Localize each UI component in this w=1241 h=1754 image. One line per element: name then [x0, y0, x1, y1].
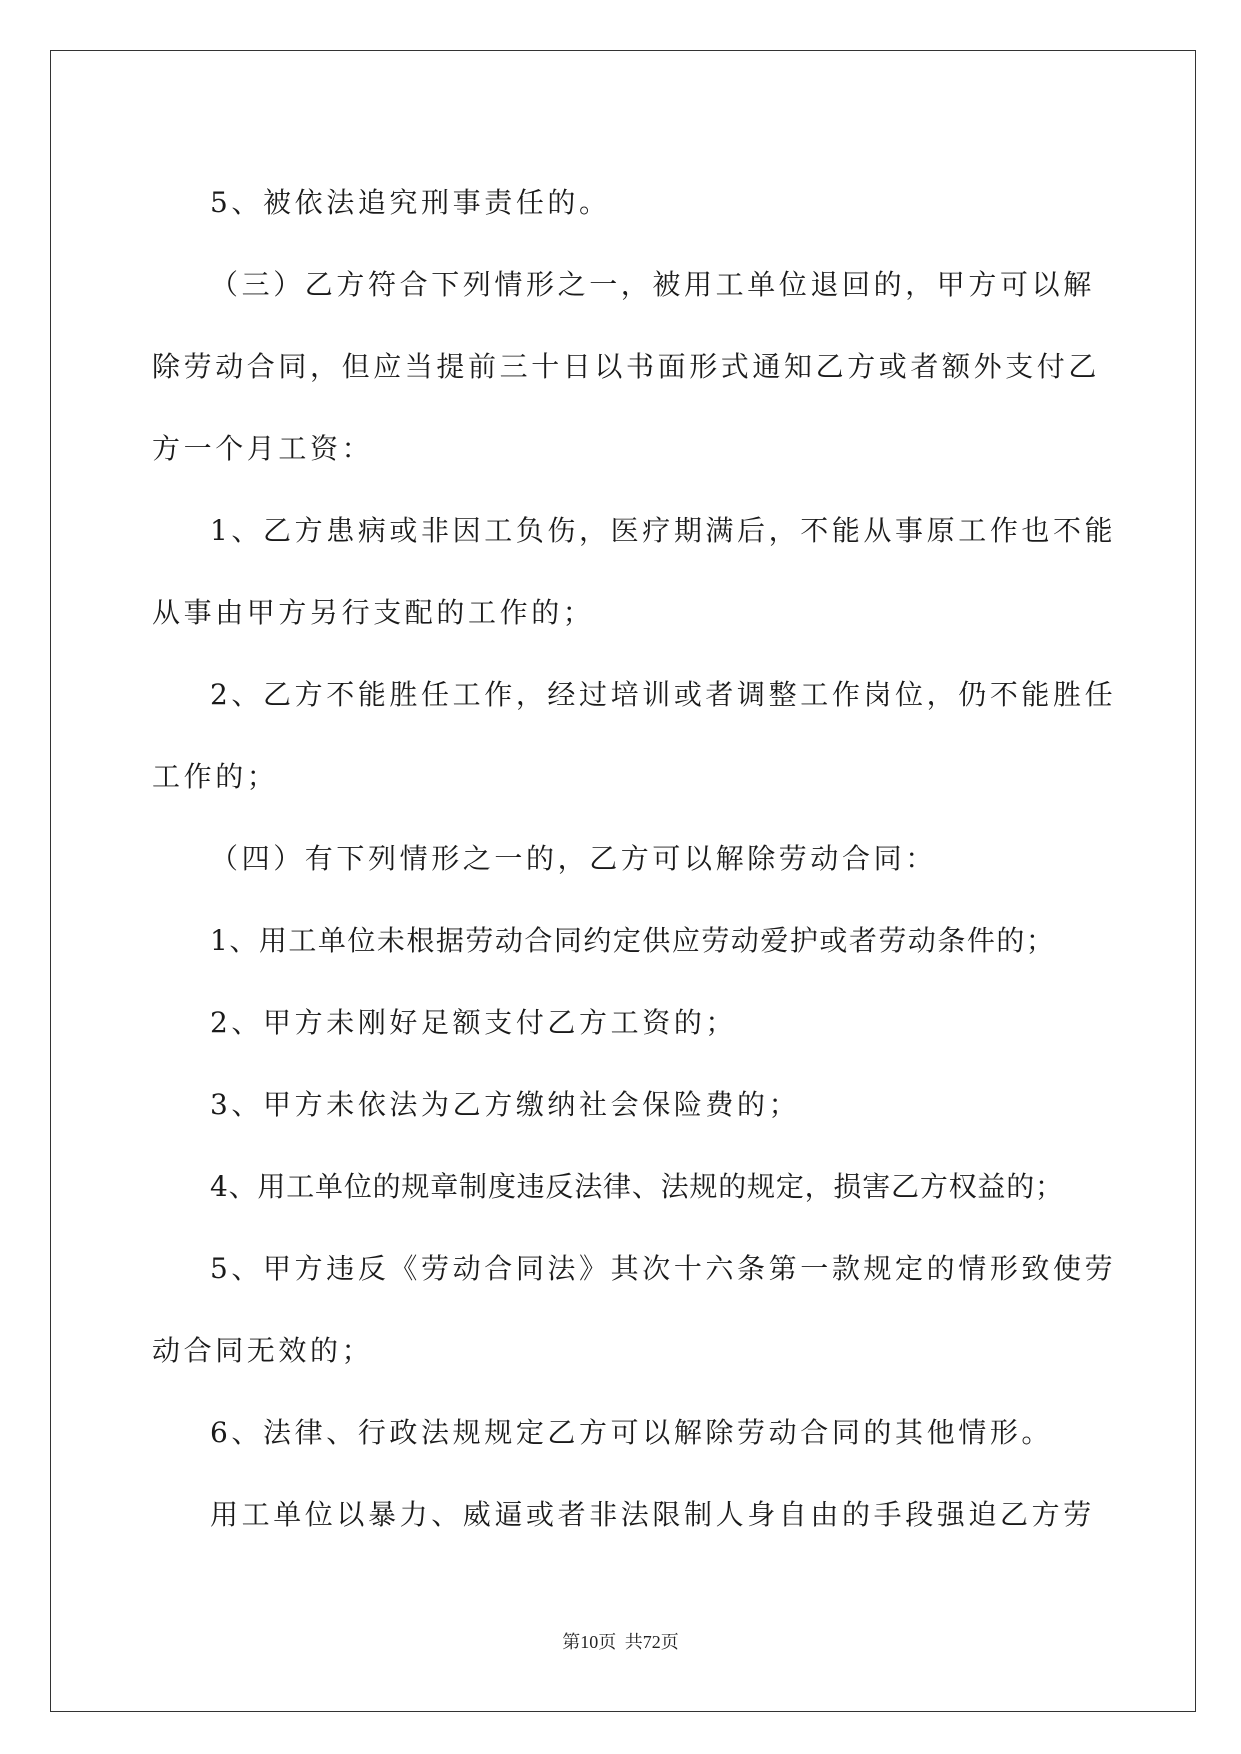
document-body: [152, 162, 1117, 1556]
paragraph-line: 4、用工单位的规章制度违反法律、法规的规定，损害乙方权益的；: [210, 1170, 1064, 1203]
paragraph-line: 5、被依法追究刑事责任的。: [210, 186, 611, 219]
paragraph-line: 工作的；: [152, 760, 279, 793]
paragraph-line: 从事由甲方另行支配的工作的；: [152, 596, 595, 629]
paragraph-line: 动合同无效的；: [152, 1334, 374, 1367]
page-footer: [0, 1628, 1241, 1654]
paragraph-line: 5、甲方违反《劳动合同法》其次十六条第一款规定的情形致使劳: [210, 1252, 1117, 1285]
paragraph-line: 1、用工单位未根据劳动合同约定供应劳动爱护或者劳动条件的；: [210, 924, 1056, 957]
paragraph-line: （四）有下列情形之一的，乙方可以解除劳动合同：: [210, 842, 937, 875]
paragraph-line: 6、法律、行政法规规定乙方可以解除劳动合同的其他情形。: [210, 1416, 1054, 1449]
paragraph-line: 方一个月工资：: [152, 432, 374, 465]
total-pages: 共72页: [624, 1632, 679, 1652]
paragraph-line: 3、甲方未依法为乙方缴纳社会保险费的；: [210, 1088, 801, 1121]
current-page-number: 第10页: [562, 1632, 617, 1652]
paragraph-line: （三）乙方符合下列情形之一，被用工单位退回的，甲方可以解: [210, 268, 1095, 301]
paragraph-line: 除劳动合同，但应当提前三十日以书面形式通知乙方或者额外支付乙: [152, 350, 1101, 383]
paragraph-line: 1、乙方患病或非因工负伤，医疗期满后，不能从事原工作也不能: [210, 514, 1117, 547]
paragraph-line: 2、甲方未刚好足额支付乙方工资的；: [210, 1006, 738, 1039]
paragraph-line: 用工单位以暴力、威逼或者非法限制人身自由的手段强迫乙方劳: [210, 1498, 1095, 1531]
paragraph-line: 2、乙方不能胜任工作，经过培训或者调整工作岗位，仍不能胜任: [210, 678, 1117, 711]
